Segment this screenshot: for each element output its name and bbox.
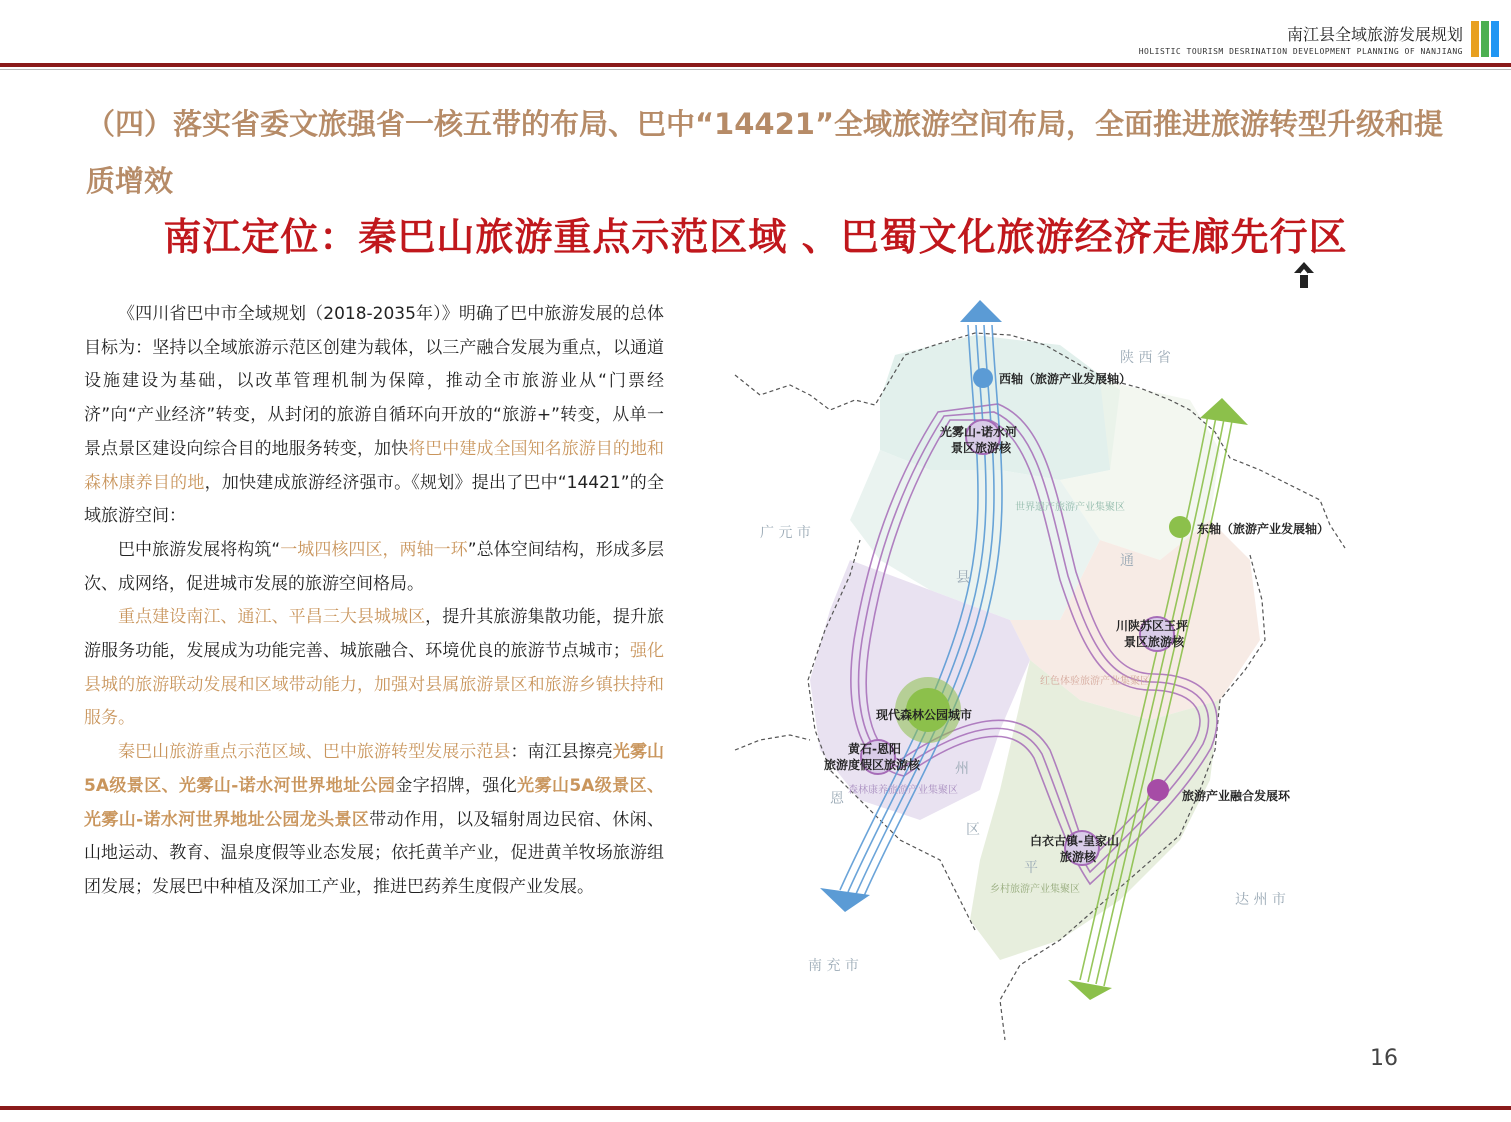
label-baiyi-2: 旅游核	[1060, 850, 1097, 864]
paragraph-2	[84, 534, 664, 601]
p4-text-3: 带动作用，以及辐射周边民宿、休闲、山地运动、教育、温泉度假等业态发展；依托黄羊产业，促进黄羊牧场旅游组团发展；发展巴中种植及深加工产业，推进巴药养生度假产业发展。	[84, 809, 665, 897]
label-chuanshan-1: 川陕苏区王坪	[1116, 619, 1189, 633]
label-chuanshan-2: 景区旅游核	[1124, 635, 1185, 649]
zone-world-heritage: 世界遗产旅游产业集聚区	[1015, 502, 1125, 513]
north-arrow-icon	[1294, 262, 1314, 288]
section-title: （四）落实省委文旅强省一核五带的布局、巴中“14421”全域旅游空间布局，全面推进旅游转型升级和提质增效	[86, 107, 1444, 198]
header-subtitle: HOLISTIC TOURISM DESRINATION DEVELOPMENT PLANNING OF NANJIANG	[1138, 47, 1463, 56]
p1-text-1: 《四川省巴中市全域规划（2018-2035年）》明确了巴中旅游发展的总体目标为：坚持以全域旅游示范区创建为载体，以三产融合发展为重点，以通道设施建设为基础，以改革管理机制为保障，推动全市旅游业从“门票经济”向“产业经济”转变，从封闭的旅游自循环向开放的“旅游+”转变，从单一景点景区建设向综合目的地服务转变，加快	[84, 304, 664, 459]
zone-forest-wellness: 森林康养旅游产业集聚区	[848, 785, 958, 796]
p3-highlight-2: 强化县城的旅游联动发展和区域带动能力，加强对县属旅游景区和旅游乡镇扶持和服务。	[84, 641, 665, 729]
label-county-3: 州	[955, 761, 969, 777]
ring-node	[1147, 779, 1169, 801]
zone-rural-tourism: 乡村旅游产业集聚区	[990, 884, 1080, 895]
header-rule	[0, 63, 1511, 67]
p4-bold-2: 光雾山5A级景区、光雾山-诺水河世界地址公园龙头景区	[84, 775, 664, 830]
boundary-fragment	[735, 735, 810, 750]
body-text	[84, 298, 664, 905]
label-guangwushan-2: 景区旅游核	[951, 441, 1012, 455]
label-nanchong: 南 充 市	[808, 958, 859, 974]
header-rule-thin	[0, 69, 1511, 70]
west-axis-arrow-top-icon	[960, 300, 1002, 322]
label-huangshi-1: 黄石-恩阳	[848, 742, 901, 756]
label-west-axis: 西轴（旅游产业发展轴）	[999, 372, 1132, 386]
west-axis-node	[973, 368, 993, 388]
p3-highlight-1: 重点建设南江、通江、平昌三大县城城区	[118, 607, 426, 628]
p1-text-2: ，加快建成旅游经济强市。《规划》提出了巴中“14421”的全域旅游空间：	[84, 472, 664, 527]
p2-text-1: 巴中旅游发展将构筑“	[118, 539, 281, 560]
label-baiyi-1: 白衣古镇-皇家山	[1030, 834, 1119, 848]
label-guangwushan-1: 光雾山-诺水河	[940, 425, 1017, 439]
p2-text-2: ”总体空间结构，形成多层次、成网络，促进城市发展的旅游空间格局。	[84, 539, 664, 594]
label-shaanxi: 陕 西 省	[1120, 350, 1171, 366]
label-county-4: 恩	[830, 791, 844, 807]
p4-text-2: 金字招牌，强化	[395, 775, 518, 796]
footer-rule	[0, 1106, 1511, 1110]
label-county-1: 县	[956, 570, 970, 586]
label-huangshi-2: 旅游度假区旅游核	[824, 758, 921, 772]
tourism-spatial-map	[720, 290, 1510, 1050]
label-county-6: 平	[1024, 860, 1038, 876]
main-title: 南江定位：秦巴山旅游重点示范区域 、巴蜀文化旅游经济走廊先行区	[163, 215, 1348, 259]
west-axis-arrow-bottom-icon	[820, 888, 870, 912]
label-county-2: 通	[1120, 553, 1134, 569]
label-guangyuan: 广 元 市	[760, 525, 811, 541]
label-city: 现代森林公园城市	[876, 708, 973, 722]
label-ring: 旅游产业融合发展环	[1182, 789, 1291, 803]
p4-text-1: ：南江县擦亮	[510, 742, 613, 763]
header-title: 南江县全域旅游发展规划	[1286, 25, 1463, 44]
label-dazhou: 达 州 市	[1235, 892, 1286, 908]
label-east-axis: 东轴（旅游产业发展轴）	[1197, 522, 1330, 536]
header-color-bars	[1471, 21, 1499, 57]
paragraph-1	[84, 298, 664, 534]
p3-text-1: ，提升其旅游集散功能，提升旅游服务功能，发展成为功能完善、城旅融合、环境优良的旅游节点城市；	[84, 607, 665, 662]
p4-highlight-1: 秦巴山旅游重点示范区域、巴中旅游转型发展示范县	[118, 742, 511, 763]
label-county-5: 区	[966, 822, 980, 838]
zone-red-experience: 红色体验旅游产业集聚区	[1040, 676, 1150, 687]
east-axis-node	[1169, 516, 1191, 538]
paragraph-4	[84, 736, 664, 905]
p1-highlight: 将巴中建成全国知名旅游目的地和森林康养目的地	[84, 438, 665, 493]
paragraph-3	[84, 601, 664, 736]
p2-highlight: 一城四核四区，两轴一环	[280, 539, 468, 560]
page-number: 16	[1370, 1046, 1398, 1071]
p4-bold-1: 光雾山5A级景区、光雾山-诺水河世界地址公园	[84, 742, 665, 796]
